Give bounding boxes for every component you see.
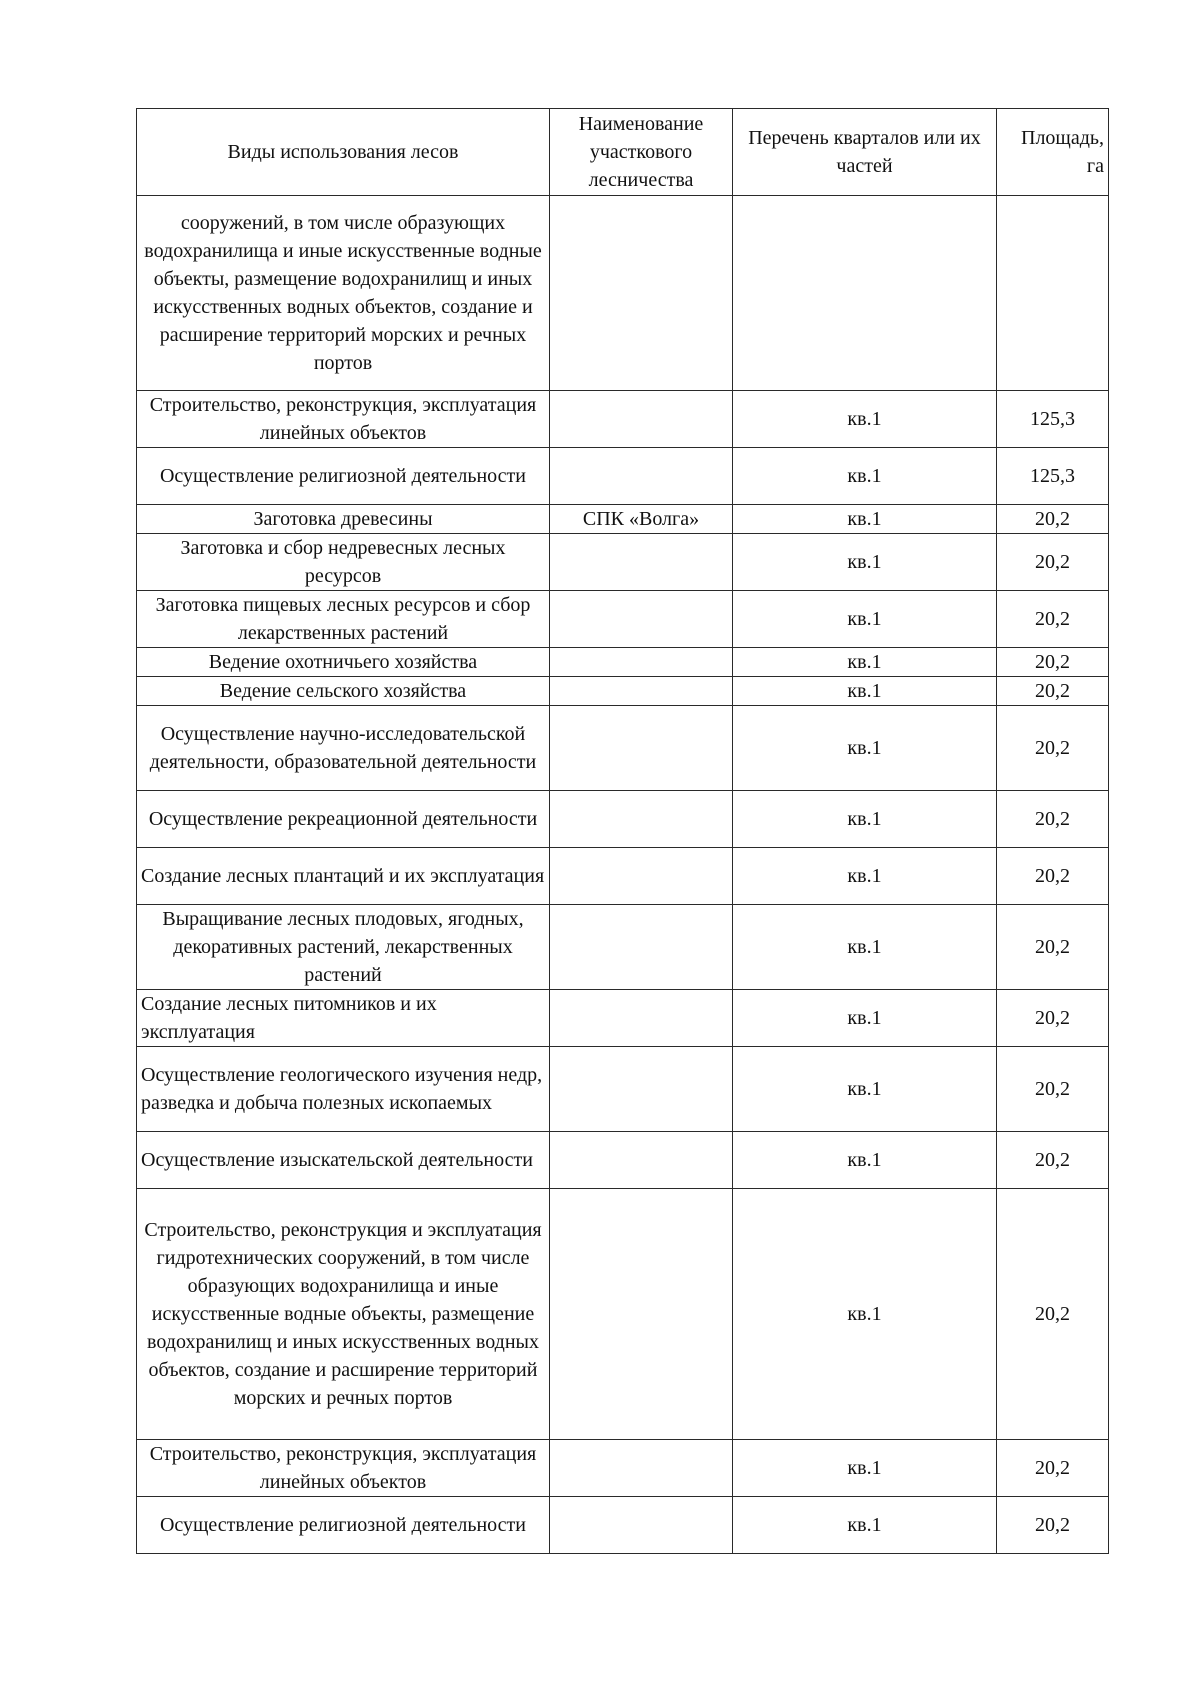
area-cell: 125,3 [997,448,1109,505]
area-cell: 20,2 [997,1189,1109,1440]
activity-cell: Осуществление рекреационной деятельности [137,791,550,848]
table-row [137,1047,1109,1132]
table-row [137,591,1109,648]
table-row [137,1440,1109,1497]
table-row [137,196,1109,391]
activity-cell: Осуществление научно-исследовательской деятельности, образовательной деятельности [137,706,550,791]
quarters-cell [733,196,997,391]
forestry-cell [550,534,733,591]
activity-cell: сооружений, в том числе образующих водохранилища и иные искусственные водные объекты, размещение водохранилищ и иных искусственных водных объектов, создание и расширение территорий морских и речных портов [137,196,550,391]
quarters-cell: кв.1 [733,706,997,791]
quarters-cell: кв.1 [733,990,997,1047]
forestry-cell [550,648,733,677]
activity-cell: Ведение сельского хозяйства [137,677,550,706]
table-row [137,706,1109,791]
header-activity: Виды использования лесов [137,109,550,196]
quarters-cell: кв.1 [733,534,997,591]
activity-cell: Выращивание лесных плодовых, ягодных, декоративных растений, лекарственных растений [137,905,550,990]
activity-cell: Заготовка пищевых лесных ресурсов и сбор лекарственных растений [137,591,550,648]
quarters-cell: кв.1 [733,505,997,534]
quarters-cell: кв.1 [733,591,997,648]
forestry-cell [550,196,733,391]
quarters-cell: кв.1 [733,677,997,706]
forestry-cell: СПК «Волга» [550,505,733,534]
area-cell: 20,2 [997,848,1109,905]
area-cell: 20,2 [997,1132,1109,1189]
forestry-cell [550,591,733,648]
forestry-cell [550,848,733,905]
activity-cell: Осуществление геологического изучения недр, разведка и добыча полезных ископаемых [137,1047,550,1132]
table-row [137,990,1109,1047]
area-cell: 125,3 [997,391,1109,448]
area-cell: 20,2 [997,1047,1109,1132]
forest-use-table [136,108,1109,1554]
area-cell: 20,2 [997,791,1109,848]
activity-cell: Заготовка и сбор недревесных лесных ресурсов [137,534,550,591]
activity-cell: Осуществление религиозной деятельности [137,1497,550,1554]
forestry-cell [550,1497,733,1554]
forestry-cell [550,1132,733,1189]
quarters-cell: кв.1 [733,391,997,448]
header-forestry: Наименование участкового лесничества [550,109,733,196]
quarters-cell: кв.1 [733,1497,997,1554]
forestry-cell [550,677,733,706]
area-cell: 20,2 [997,990,1109,1047]
table-row [137,505,1109,534]
table-row [137,1132,1109,1189]
activity-cell: Ведение охотничьего хозяйства [137,648,550,677]
activity-cell: Строительство, реконструкция и эксплуатация гидротехнических сооружений, в том числе образующих водохранилища и иные искусственные водные объекты, размещение водохранилищ и иных искусственных водных объектов, создание и расширение территорий морских и речных портов [137,1189,550,1440]
table-row [137,391,1109,448]
area-cell [997,196,1109,391]
quarters-cell: кв.1 [733,905,997,990]
activity-cell: Создание лесных плантаций и их эксплуатация [137,848,550,905]
activity-cell: Осуществление религиозной деятельности [137,448,550,505]
quarters-cell: кв.1 [733,791,997,848]
quarters-cell: кв.1 [733,1440,997,1497]
table-row [137,534,1109,591]
header-quarters: Перечень кварталов или их частей [733,109,997,196]
table-row [137,1189,1109,1440]
quarters-cell: кв.1 [733,1132,997,1189]
area-cell: 20,2 [997,905,1109,990]
area-cell: 20,2 [997,706,1109,791]
area-cell: 20,2 [997,534,1109,591]
table-row [137,677,1109,706]
forestry-cell [550,1440,733,1497]
table-row [137,448,1109,505]
quarters-cell: кв.1 [733,1189,997,1440]
activity-cell: Осуществление изыскательской деятельности [137,1132,550,1189]
table-row [137,648,1109,677]
forestry-cell [550,791,733,848]
forestry-cell [550,391,733,448]
activity-cell: Строительство, реконструкция, эксплуатация линейных объектов [137,1440,550,1497]
activity-cell: Создание лесных питомников и их эксплуатация [137,990,550,1047]
area-cell: 20,2 [997,505,1109,534]
table-row [137,848,1109,905]
area-cell: 20,2 [997,1440,1109,1497]
area-cell: 20,2 [997,677,1109,706]
forestry-cell [550,706,733,791]
activity-cell: Заготовка древесины [137,505,550,534]
forestry-cell [550,1189,733,1440]
area-cell: 20,2 [997,591,1109,648]
forestry-cell [550,905,733,990]
quarters-cell: кв.1 [733,648,997,677]
header-area: Площадь, га [997,109,1109,196]
table-header-row [137,109,1109,196]
quarters-cell: кв.1 [733,448,997,505]
forestry-cell [550,1047,733,1132]
quarters-cell: кв.1 [733,1047,997,1132]
table-row [137,1497,1109,1554]
table-row [137,791,1109,848]
forestry-cell [550,990,733,1047]
activity-cell: Строительство, реконструкция, эксплуатация линейных объектов [137,391,550,448]
area-cell: 20,2 [997,1497,1109,1554]
table-row [137,905,1109,990]
forestry-cell [550,448,733,505]
quarters-cell: кв.1 [733,848,997,905]
area-cell: 20,2 [997,648,1109,677]
